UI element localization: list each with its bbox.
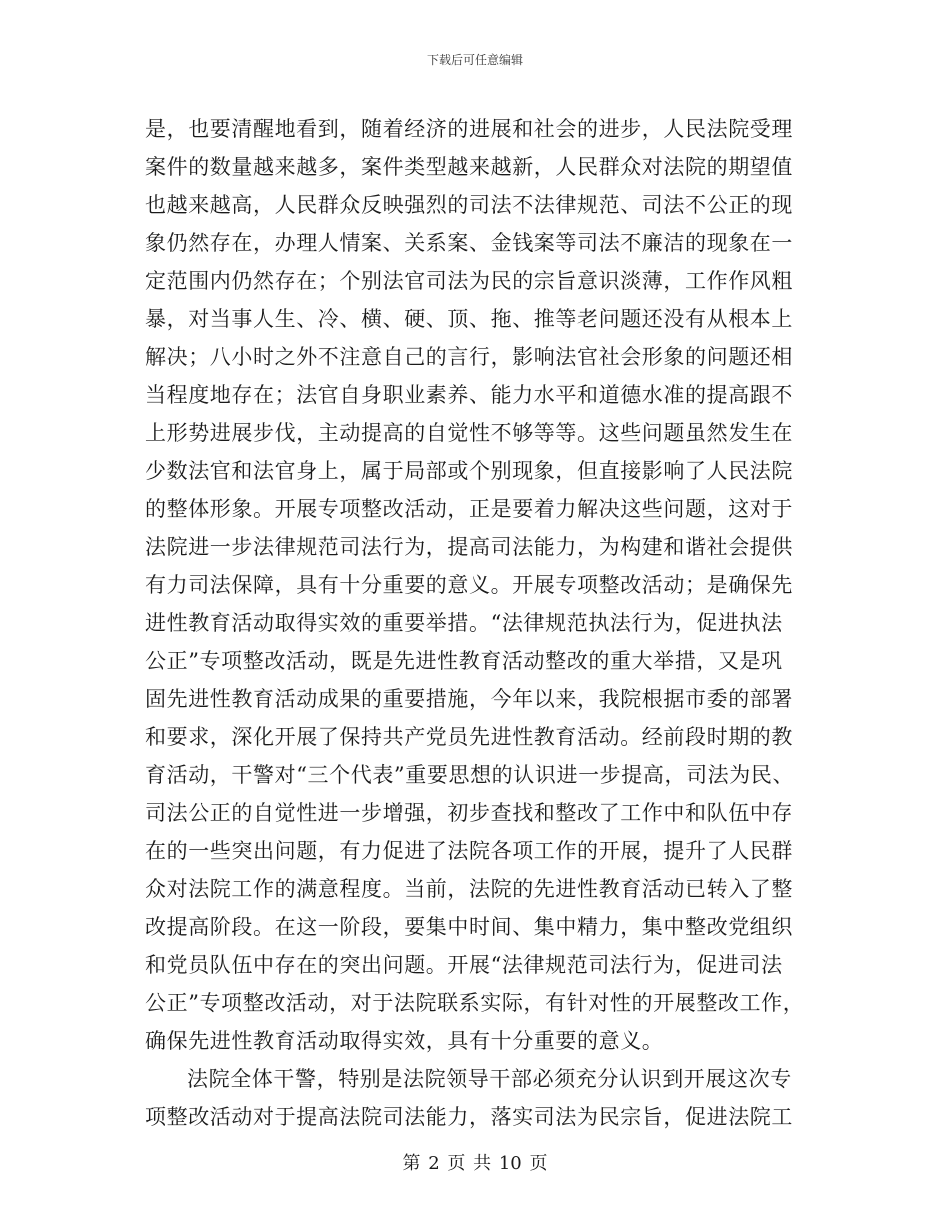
text-line: 进性教育活动取得实效的重要举措。“法律规范执法行为，促进执法 [145, 611, 783, 635]
text-line: 解决；八小时之外不注意自己的言行，影响法官社会形象的问题还相 [145, 345, 793, 369]
text-line: 公正”专项整改活动，既是先进性教育活动整改的重大举措，又是巩 [145, 649, 783, 673]
text-line: 上形势进展步伐，主动提高的自觉性不够等等。这些问题虽然发生在 [145, 421, 793, 445]
text-line: 也越来越高，人民群众反映强烈的司法不法律规范、司法不公正的现 [145, 193, 793, 217]
text-line: 众对法院工作的满意程度。当前，法院的先进性教育活动已转入了整 [145, 877, 793, 901]
text-line: 和党员队伍中存在的突出问题。开展“法律规范司法行为，促进司法 [145, 953, 783, 977]
paragraph-first-line: 法院全体干警，特别是法院领导干部必须充分认识到开展这次专 [187, 1067, 792, 1091]
text-line: 改提高阶段。在这一阶段，要集中时间、集中精力，集中整改党组织 [145, 915, 793, 939]
text-line: 案件的数量越来越多，案件类型越来越新，人民群众对法院的期望值 [145, 155, 793, 179]
text-line: 确保先进性教育活动取得实效，具有十分重要的意义。 [145, 1029, 664, 1053]
text-line: 是，也要清醒地看到，随着经济的进展和社会的进步，人民法院受理 [145, 117, 793, 141]
text-line: 固先进性教育活动成果的重要措施，今年以来，我院根据市委的部署 [145, 687, 793, 711]
text-line: 和要求，深化开展了保持共产党员先进性教育活动。经前段时期的教 [145, 725, 793, 749]
text-line: 育活动，干警对“三个代表”重要思想的认识进一步提高，司法为民、 [145, 763, 795, 787]
text-line: 项整改活动对于提高法院司法能力，落实司法为民宗旨，促进法院工 [145, 1105, 793, 1129]
text-line: 当程度地存在；法官自身职业素养、能力水平和道德水准的提高跟不 [145, 383, 793, 407]
page-header: 下载后可任意编辑 [426, 53, 523, 67]
page-number: 第 2 页 共 10 页 [402, 1153, 548, 1174]
text-line: 法院进一步法律规范司法行为，提高司法能力，为构建和谐社会提供 [145, 535, 793, 559]
text-line: 在的一些突出问题，有力促进了法院各项工作的开展，提升了人民群 [145, 839, 793, 863]
text-line: 有力司法保障，具有十分重要的意义。开展专项整改活动；是确保先 [145, 573, 793, 597]
text-line: 公正”专项整改活动，对于法院联系实际，有针对性的开展整改工作， [145, 991, 805, 1015]
text-line: 象仍然存在，办理人情案、关系案、金钱案等司法不廉洁的现象在一 [145, 231, 793, 255]
text-line: 的整体形象。开展专项整改活动，正是要着力解决这些问题，这对于 [145, 497, 793, 521]
text-line: 暴，对当事人生、冷、横、硬、顶、拖、推等老问题还没有从根本上 [145, 307, 793, 331]
text-line: 少数法官和法官身上，属于局部或个别现象，但直接影响了人民法院 [145, 459, 793, 483]
text-line: 司法公正的自觉性进一步增强，初步查找和整改了工作中和队伍中存 [145, 801, 793, 825]
body-text [145, 110, 825, 1136]
text-line: 定范围内仍然存在；个别法官司法为民的宗旨意识淡薄，工作作风粗 [145, 269, 793, 293]
